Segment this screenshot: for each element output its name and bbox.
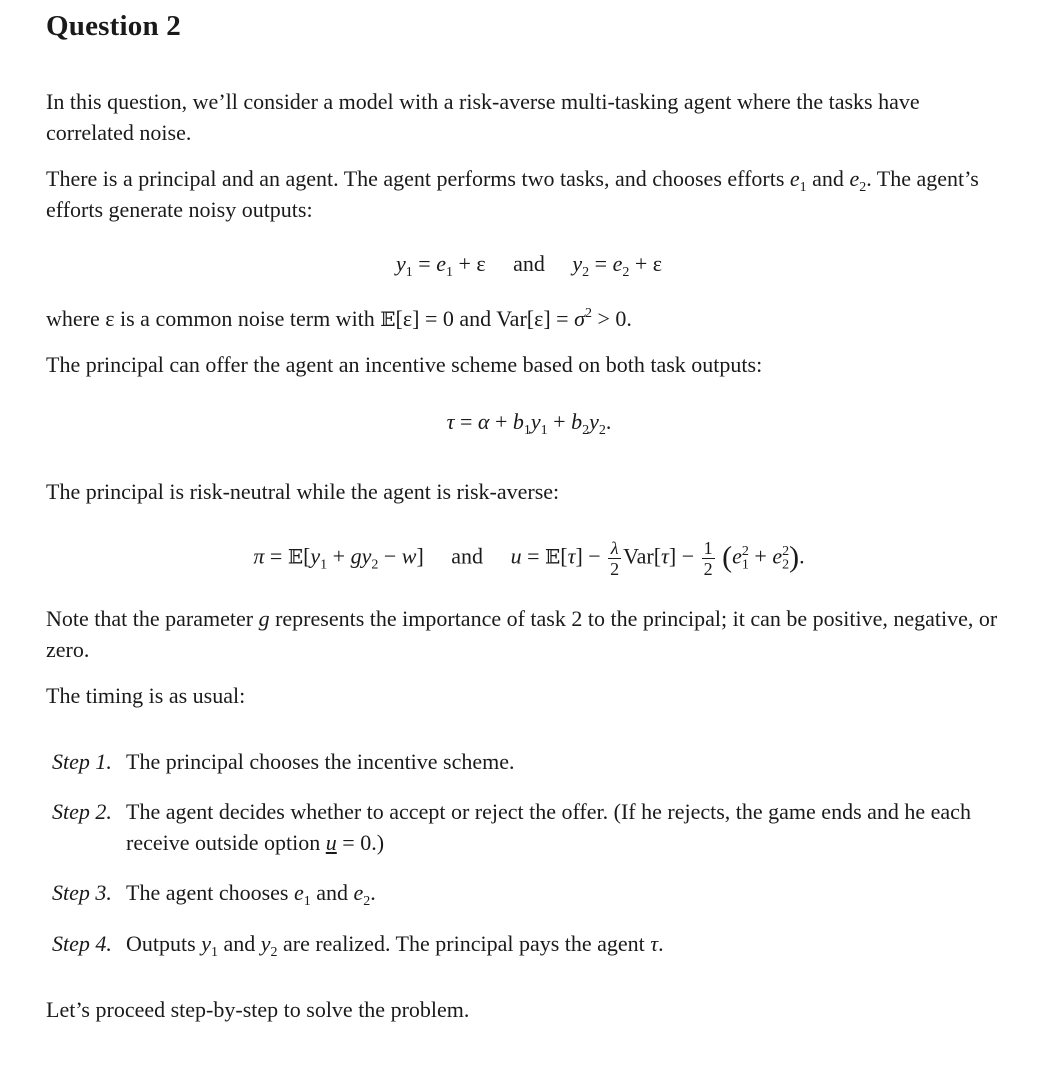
question-heading: Question 2 bbox=[46, 10, 181, 42]
scheme-intro-paragraph: The principal can offer the agent an incentive scheme based on both task outputs: bbox=[46, 352, 763, 377]
noise-paragraph: where ε is a common noise term with 𝔼[ε] = 0 and $Var[\varepsilon] = \sigma^2 > 0$. bbox=[46, 306, 632, 331]
timing-paragraph: The timing is as usual: bbox=[46, 683, 246, 708]
incentive-scheme-equation: $\tau = \alpha + b_1y_1 + b_2y_2$. bbox=[446, 409, 612, 438]
step-item: Step 2. The agent decides whether to accept or reject the offer. (If he rejects, the game ends and he each receive outside option u = 0.) bbox=[52, 799, 971, 855]
payoff-equations: $\pi = 𝔼[y_1 + gy_2 - w]$ and u = 𝔼[τ] − $\frac{\lambda}{2}$ Var[τ] − $\frac{1}{2}$ $(e_1^2 + e_2^2)$. bbox=[253, 538, 805, 579]
note-paragraph: Note that the parameter g represents the importance of task 2 to the principal; it can be positive, negative, or zero. bbox=[46, 606, 998, 662]
lambda-half-fraction: $\frac{\lambda}{2}$ bbox=[610, 538, 620, 579]
closing-paragraph: Let’s proceed step-by-step to solve the problem. bbox=[46, 997, 470, 1022]
step-item: Step 3. The agent chooses $e_1$ and $e_2$. bbox=[52, 880, 376, 909]
intro-paragraph: In this question, we’ll consider a model with a risk-averse multi-tasking agent where the tasks have correlated noise. bbox=[46, 89, 920, 145]
output-equations: $y_1 = e_1 + \varepsilon$ and $y_2 = e_2 + \varepsilon$ bbox=[396, 251, 662, 280]
one-half-fraction: $\frac{1}{2}$ bbox=[703, 538, 713, 579]
step-item: Step 4. Outputs $y_1$ and $y_2$ are realized. The principal pays the agent τ. bbox=[52, 931, 664, 960]
risk-paragraph: The principal is risk-neutral while the agent is risk-averse: bbox=[46, 479, 560, 504]
step-item: Step 1. The principal chooses the incentive scheme. bbox=[52, 749, 515, 774]
setup-paragraph: There is a principal and an agent. The agent performs two tasks, and chooses efforts $e_1$ and $e_2$. The agent’s efforts generate noisy outputs: bbox=[46, 166, 979, 222]
